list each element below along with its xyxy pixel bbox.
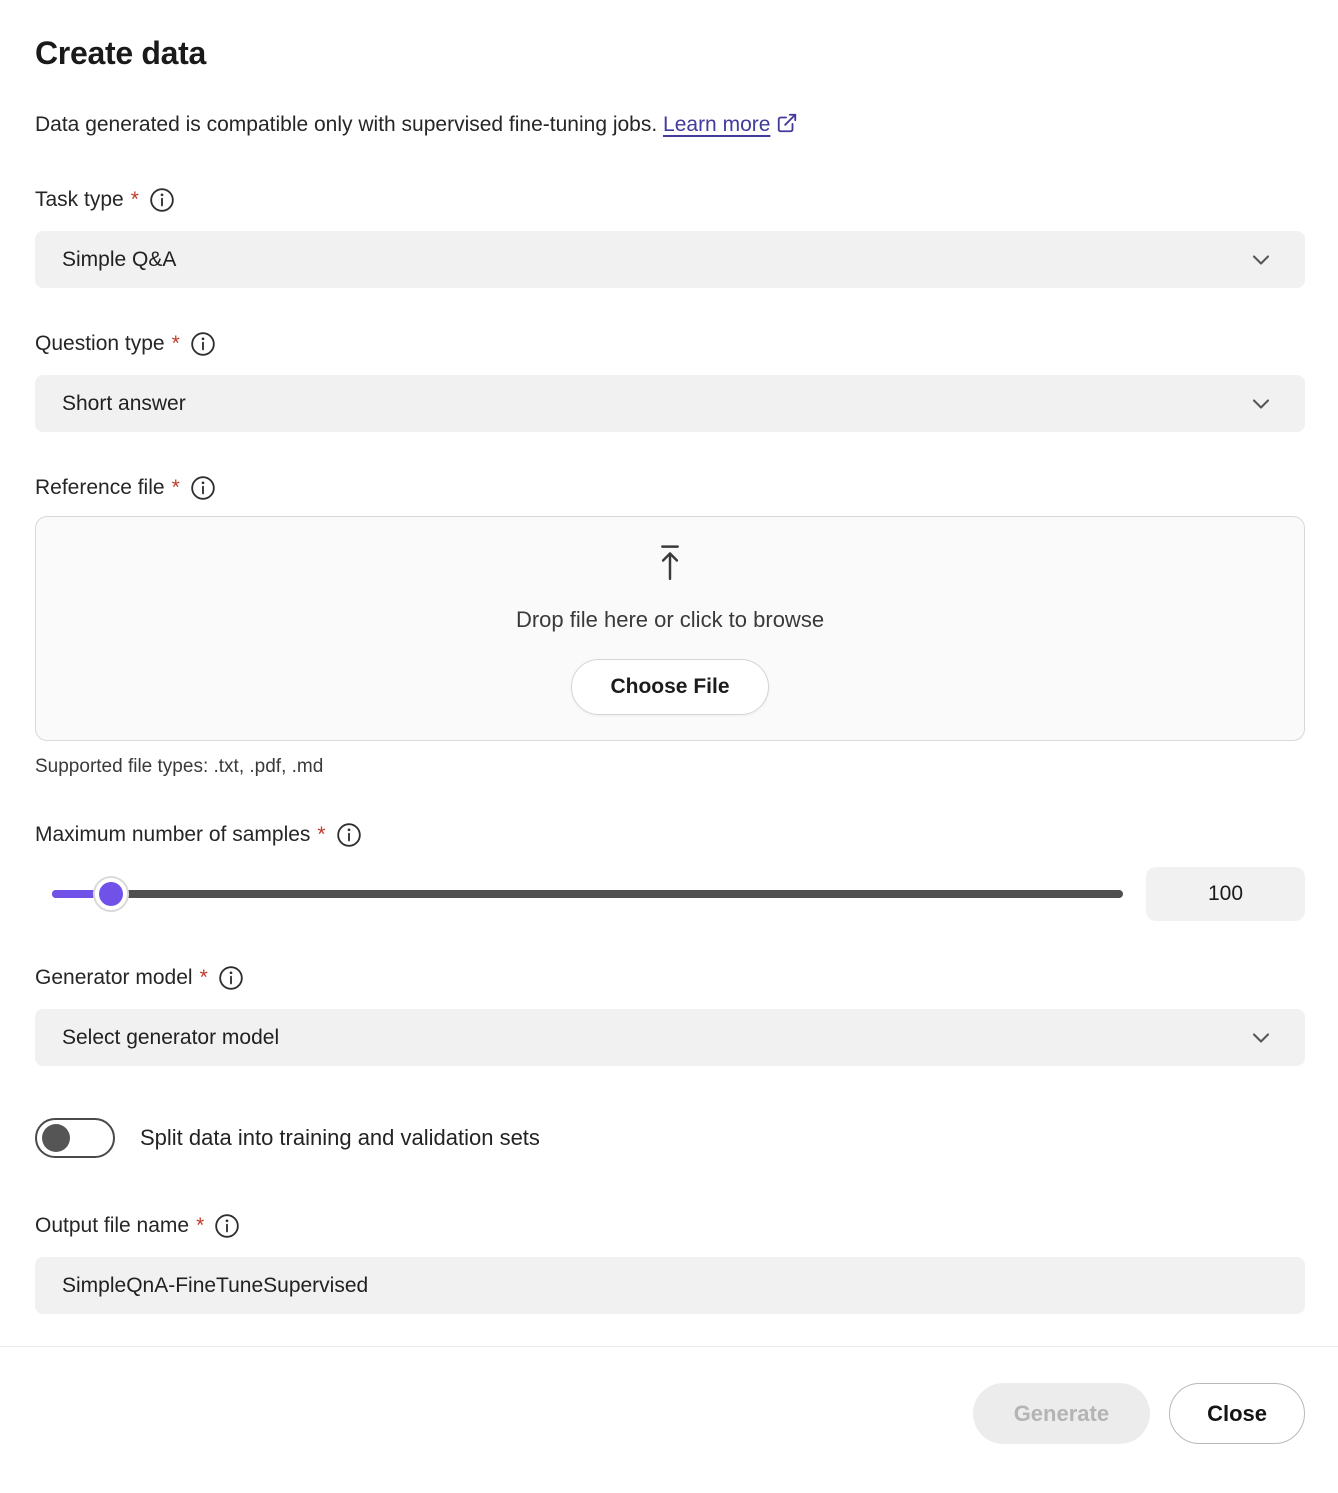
question-type-value: Short answer [62,391,186,415]
generator-model-value: Select generator model [62,1025,280,1049]
output-file-name-label [35,1212,1305,1240]
info-icon[interactable] [190,475,216,501]
choose-file-button[interactable]: Choose File [571,659,768,715]
close-button[interactable]: Close [1169,1383,1305,1444]
info-icon[interactable] [149,187,175,213]
chevron-down-icon [1247,1024,1275,1052]
learn-more-label: Learn more [663,113,771,136]
question-type-label [35,330,1305,358]
required-asterisk: * [199,966,208,989]
dropzone-text: Drop file here or click to browse [515,607,825,632]
info-icon[interactable] [214,1213,240,1239]
required-asterisk: * [196,1214,205,1237]
reference-file-label [35,474,1305,502]
reference-file-label-text: Reference file [35,476,165,499]
chevron-down-icon [1247,390,1275,418]
external-link-icon [776,116,798,139]
toggle-knob [42,1124,70,1152]
generator-model-label-text: Generator model [35,966,193,989]
generator-model-select[interactable] [35,1009,1305,1066]
page-title: Create data [35,35,206,71]
max-samples-slider[interactable] [52,890,1123,898]
chevron-down-icon [1247,246,1275,274]
task-type-label-text: Task type [35,188,124,211]
dialog-description [35,112,1305,141]
required-asterisk: * [171,332,180,355]
max-samples-slider-row [35,867,1305,921]
file-dropzone[interactable] [35,516,1305,741]
info-icon[interactable] [190,331,216,357]
info-icon[interactable] [336,822,362,848]
slider-thumb[interactable] [93,876,129,912]
generator-model-label [35,964,1305,992]
split-data-toggle-label: Split data into training and validation sets [140,1125,540,1150]
max-samples-label-text: Maximum number of samples [35,823,311,846]
max-samples-label [35,821,1305,849]
question-type-select[interactable] [35,375,1305,432]
description-text: Data generated is compatible only with supervised fine-tuning jobs. [35,113,658,136]
split-data-toggle-row [35,1118,1305,1158]
info-icon[interactable] [218,965,244,991]
upload-icon [651,542,689,587]
task-type-label [35,186,1305,214]
required-asterisk: * [171,476,180,499]
output-file-name-label-text: Output file name [35,1214,190,1237]
question-type-label-text: Question type [35,332,165,355]
split-data-toggle[interactable] [35,1118,115,1158]
max-samples-value[interactable]: 100 [1146,867,1305,921]
task-type-select[interactable] [35,231,1305,288]
task-type-value: Simple Q&A [62,247,177,271]
generate-button[interactable]: Generate [973,1383,1150,1444]
create-data-dialog [0,33,1338,1444]
learn-more-link[interactable] [663,113,798,136]
footer [35,1347,1305,1444]
output-file-name-input[interactable] [35,1257,1305,1314]
required-asterisk: * [317,823,326,846]
required-asterisk: * [130,188,139,211]
supported-file-types-note: Supported file types: .txt, .pdf, .md [35,756,324,777]
